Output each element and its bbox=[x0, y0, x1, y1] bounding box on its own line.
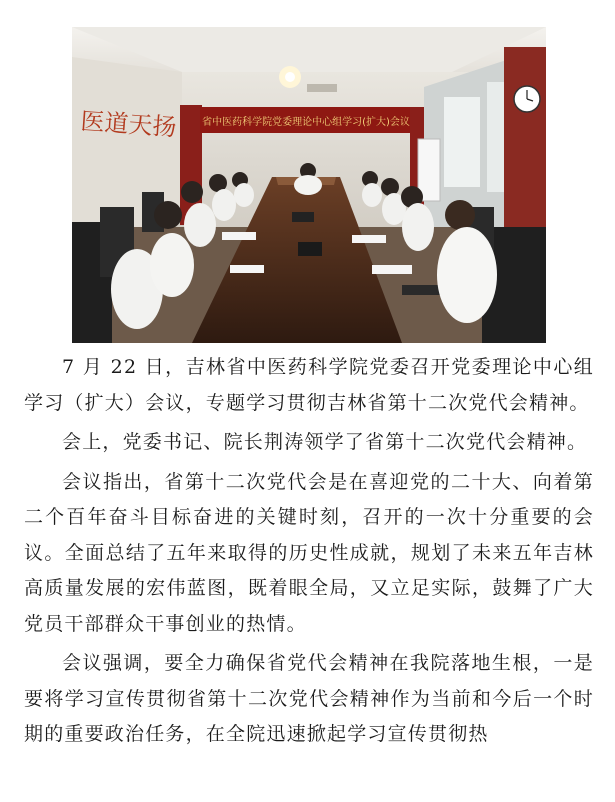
meeting-photo bbox=[72, 27, 546, 343]
article-paragraph: 7 月 22 日，吉林省中医药科学院党委召开党委理论中心组学习（扩大）会议，专题学习贯彻吉林省第十二次党代会精神。 bbox=[24, 356, 594, 414]
article-paragraph: 会议强调，要全力确保省党代会精神在我院落地生根，一是要将学习宣传贯彻省第十二次党代会精神作为当前和今后一个时期的重要政治任务，在全院迅速掀起学习宣传贯彻热 bbox=[24, 652, 594, 745]
article-paragraph: 会议指出，省第十二次党代会是在喜迎党的二十大、向着第二个百年奋斗目标奋进的关键时刻，召开的一次十分重要的会议。全面总结了五年来取得的历史性成就，规划了未来五年吉林高质量发展的宏伟蓝图，既着眼全局，又立足实际，鼓舞了广大党员干部群众干事创业的热情。 bbox=[24, 470, 594, 635]
article-body bbox=[24, 350, 594, 757]
wall-calligraphy: 医道天扬 bbox=[79, 107, 178, 142]
article-paragraph: 会上，党委书记、院长荆涛领学了省第十二次党代会精神。 bbox=[62, 431, 588, 453]
meeting-banner-text: 省中医药科学院党委理论中心组学习(扩大)会议 bbox=[202, 117, 410, 128]
